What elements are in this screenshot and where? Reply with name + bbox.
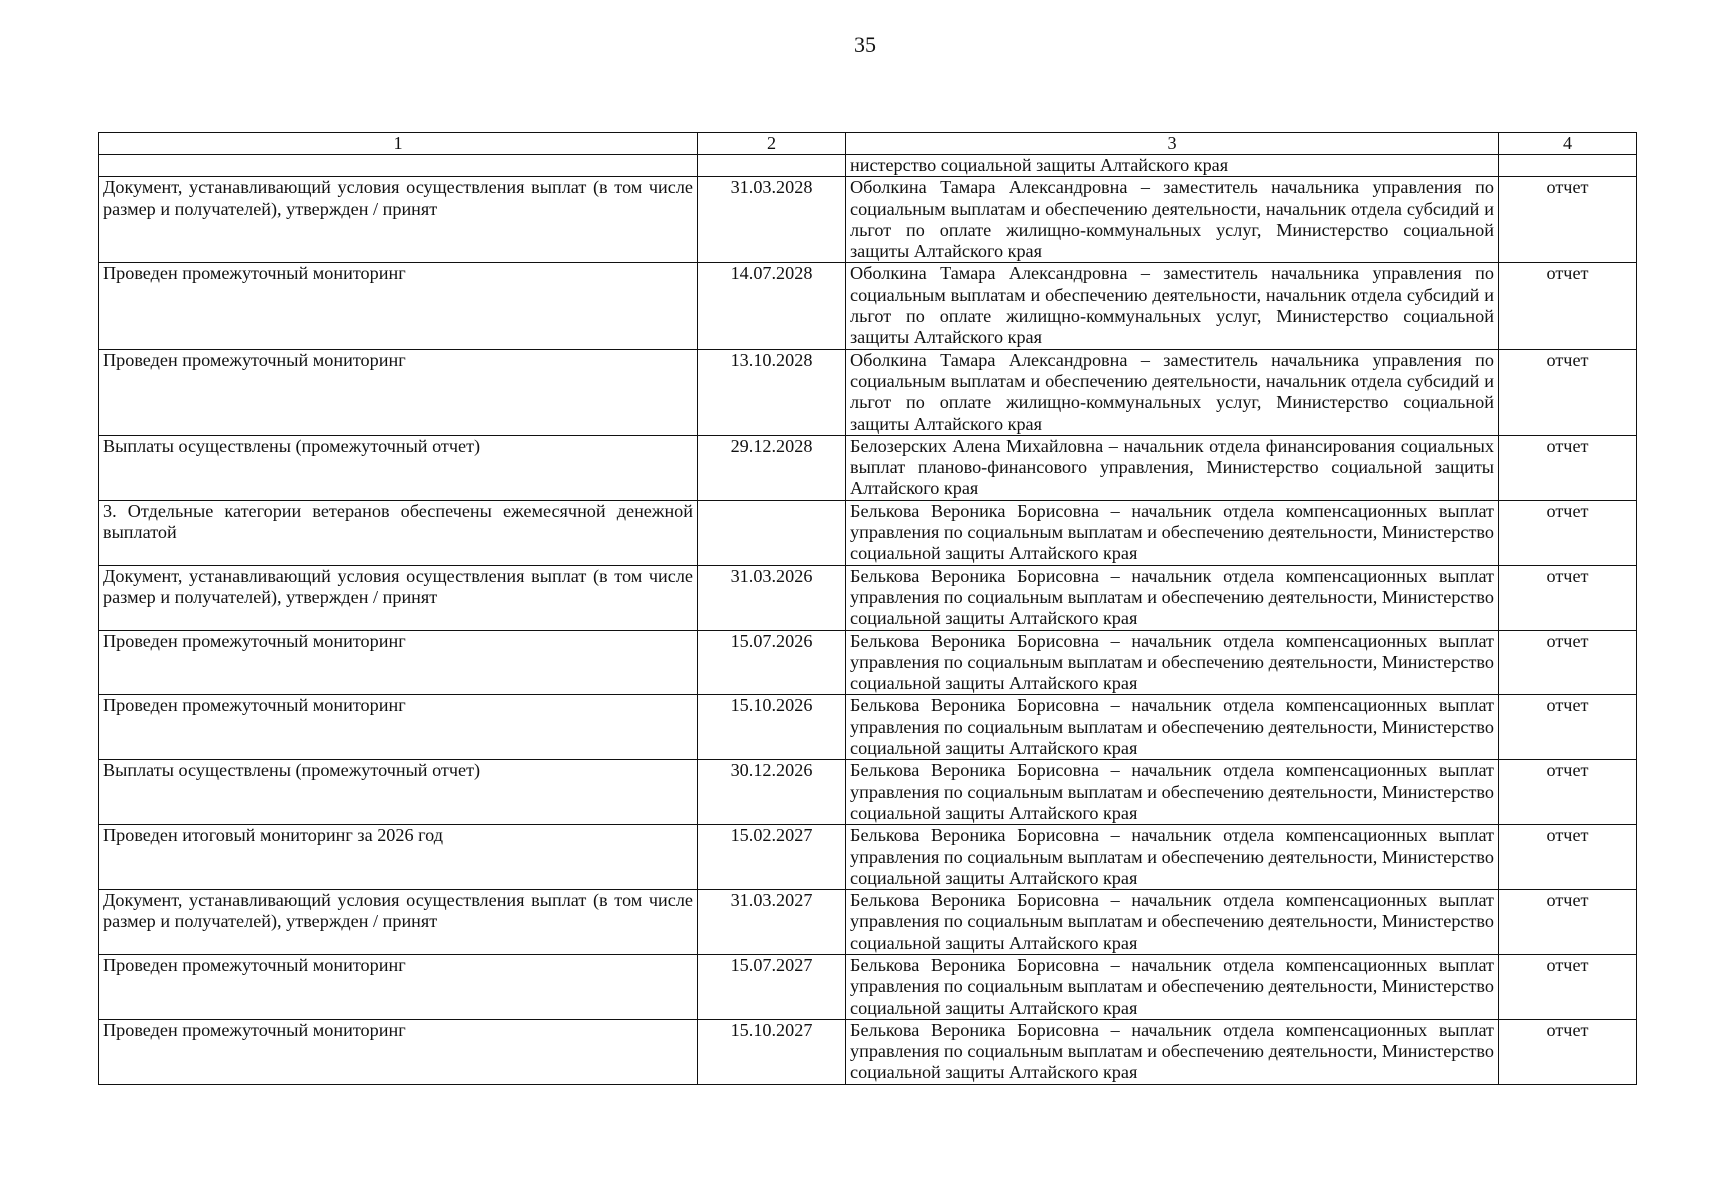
table-row [99,435,1637,500]
row-responsible: Белькова Вероника Борисовна – начальник отдела компенсационных выплат управления по социальным выплатам и обеспечению деятельности, Министерство социальной защиты Алтайского края [846,565,1499,630]
row-responsible: Белькова Вероника Борисовна – начальник отдела компенсационных выплат управления по социальным выплатам и обеспечению деятельности, Министерство социальной защиты Алтайского края [846,825,1499,890]
table-header [99,133,1637,155]
table-row [99,760,1637,825]
header-col-3: 3 [846,133,1499,155]
row-date: 30.12.2026 [698,760,846,825]
table-row [99,1019,1637,1084]
row-document: отчет [1499,349,1637,435]
continuation-row [99,155,1637,177]
row-document: отчет [1499,954,1637,1019]
row-responsible: Оболкина Тамара Александровна – заместитель начальника управления по социальным выплатам и обеспечению деятельности, начальник отдела субсидий и льгот по оплате жилищно-коммунальных услуг, Министерство социальной защиты Алтайского края [846,263,1499,349]
header-col-4: 4 [1499,133,1637,155]
table-row [99,500,1637,565]
row-responsible: Белькова Вероника Борисовна – начальник отдела компенсационных выплат управления по социальным выплатам и обеспечению деятельности, Министерство социальной защиты Алтайского края [846,1019,1499,1084]
row-date: 13.10.2028 [698,349,846,435]
row-description: Выплаты осуществлены (промежуточный отчет) [99,760,698,825]
row-document: отчет [1499,1019,1637,1084]
row-description: Проведен промежуточный мониторинг [99,695,698,760]
row-document: отчет [1499,500,1637,565]
row-date: 15.02.2027 [698,825,846,890]
row-description: Проведен промежуточный мониторинг [99,1019,698,1084]
table-body [99,155,1637,1085]
row-responsible: Белькова Вероника Борисовна – начальник отдела компенсационных выплат управления по социальным выплатам и обеспечению деятельности, Министерство социальной защиты Алтайского края [846,695,1499,760]
table-row [99,349,1637,435]
row-document: отчет [1499,630,1637,695]
table-row [99,825,1637,890]
row-responsible: Белькова Вероника Борисовна – начальник отдела компенсационных выплат управления по социальным выплатам и обеспечению деятельности, Министерство социальной защиты Алтайского края [846,760,1499,825]
row-responsible: Оболкина Тамара Александровна – заместитель начальника управления по социальным выплатам и обеспечению деятельности, начальник отдела субсидий и льгот по оплате жилищно-коммунальных услуг, Министерство социальной защиты Алтайского края [846,349,1499,435]
row-responsible: Белькова Вероника Борисовна – начальник отдела компенсационных выплат управления по социальным выплатам и обеспечению деятельности, Министерство социальной защиты Алтайского края [846,630,1499,695]
row-date: 31.03.2027 [698,890,846,955]
row-responsible: Белозерских Алена Михайловна – начальник отдела финансирования социальных выплат планово-финансового управления, Министерство социальной защиты Алтайского края [846,435,1499,500]
row-date: 29.12.2028 [698,435,846,500]
table-row [99,630,1637,695]
table-row [99,954,1637,1019]
row-document: отчет [1499,177,1637,263]
table-row [99,695,1637,760]
row-document: отчет [1499,435,1637,500]
page-number: 35 [854,32,876,57]
row-description: Проведен промежуточный мониторинг [99,349,698,435]
row-responsible: Белькова Вероника Борисовна – начальник отдела компенсационных выплат управления по социальным выплатам и обеспечению деятельности, Министерство социальной защиты Алтайского края [846,954,1499,1019]
row-description: Проведен промежуточный мониторинг [99,954,698,1019]
row-description: Проведен итоговый мониторинг за 2026 год [99,825,698,890]
row-date: 15.10.2027 [698,1019,846,1084]
row-description: Выплаты осуществлены (промежуточный отчет) [99,435,698,500]
row-document: отчет [1499,825,1637,890]
continuation-description [99,155,698,177]
schedule-table [98,132,1637,1085]
row-responsible: Белькова Вероника Борисовна – начальник отдела компенсационных выплат управления по социальным выплатам и обеспечению деятельности, Министерство социальной защиты Алтайского края [846,890,1499,955]
row-responsible: Оболкина Тамара Александровна – заместитель начальника управления по социальным выплатам и обеспечению деятельности, начальник отдела субсидий и льгот по оплате жилищно-коммунальных услуг, Министерство социальной защиты Алтайского края [846,177,1499,263]
continuation-document [1499,155,1637,177]
row-document: отчет [1499,263,1637,349]
row-document: отчет [1499,695,1637,760]
row-document: отчет [1499,890,1637,955]
row-date: 15.10.2026 [698,695,846,760]
continuation-responsible: нистерство социальной защиты Алтайского края [846,155,1499,177]
row-description: Проведен промежуточный мониторинг [99,630,698,695]
row-date: 15.07.2026 [698,630,846,695]
row-date [698,500,846,565]
table-row [99,565,1637,630]
row-document: отчет [1499,565,1637,630]
row-description: 3. Отдельные категории ветеранов обеспечены ежемесячной денежной выплатой [99,500,698,565]
row-description: Документ, устанавливающий условия осуществления выплат (в том числе размер и получателей), утвержден / принят [99,890,698,955]
row-date: 15.07.2027 [698,954,846,1019]
table-row [99,177,1637,263]
row-date: 31.03.2028 [698,177,846,263]
table-row [99,263,1637,349]
row-description: Документ, устанавливающий условия осуществления выплат (в том числе размер и получателей), утвержден / принят [99,565,698,630]
header-row [99,133,1637,155]
header-col-2: 2 [698,133,846,155]
row-description: Документ, устанавливающий условия осуществления выплат (в том числе размер и получателей), утвержден / принят [99,177,698,263]
row-document: отчет [1499,760,1637,825]
header-col-1: 1 [99,133,698,155]
row-date: 14.07.2028 [698,263,846,349]
table-row [99,890,1637,955]
row-date: 31.03.2026 [698,565,846,630]
continuation-date [698,155,846,177]
row-responsible: Белькова Вероника Борисовна – начальник отдела компенсационных выплат управления по социальным выплатам и обеспечению деятельности, Министерство социальной защиты Алтайского края [846,500,1499,565]
row-description: Проведен промежуточный мониторинг [99,263,698,349]
